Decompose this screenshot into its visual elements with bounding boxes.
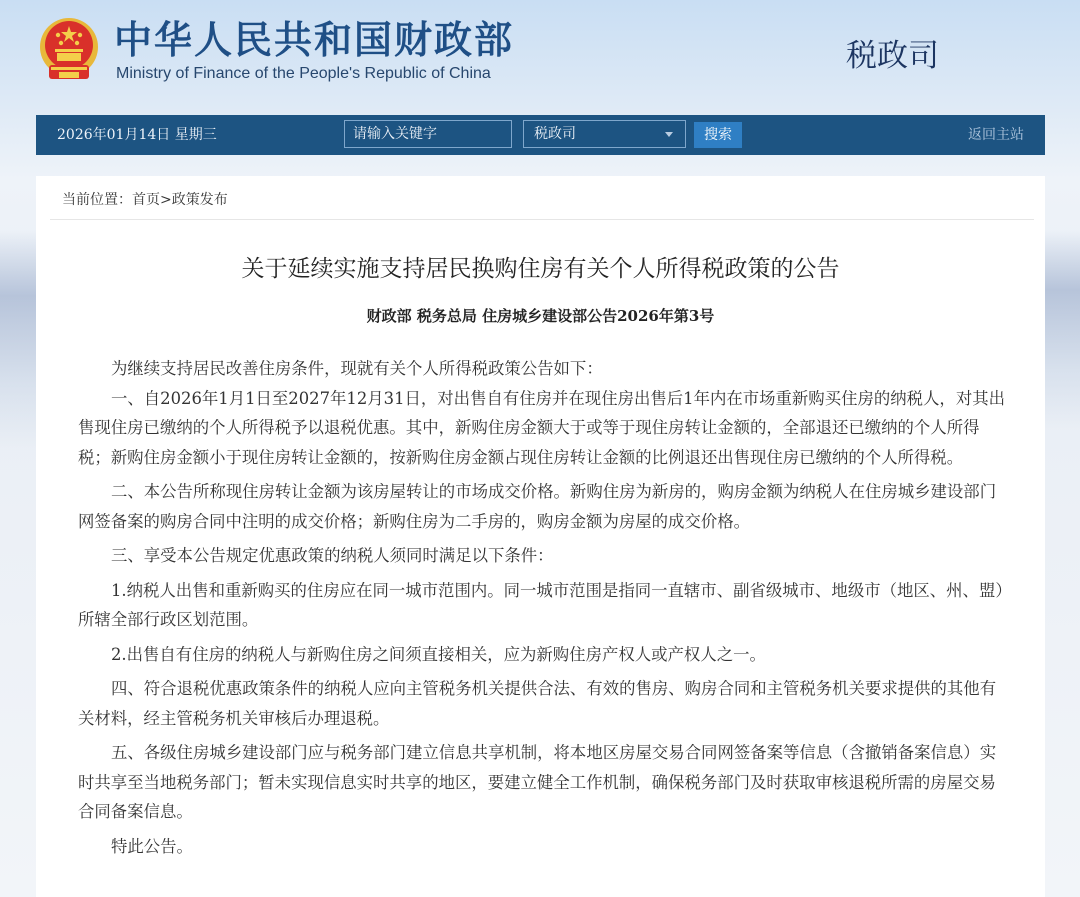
background-decoration [0, 230, 40, 450]
breadcrumb-separator: > [160, 192, 172, 208]
site-name-en[interactable]: Ministry of Finance of the People's Republic of China [116, 65, 491, 82]
national-emblem-icon[interactable] [37, 17, 101, 85]
paragraph: 三、享受本公告规定优惠政策的纳税人须同时满足以下条件： [111, 546, 554, 565]
background-decoration [1044, 230, 1080, 430]
site-name-cn[interactable]: 中华人民共和国财政部 [114, 18, 515, 62]
paragraph: 1.纳税人出售和重新购买的住房应在同一城市范围内。同一城市范围是指同一直辖市、副省级城市、地级市（地区、州、盟）所辖全部行政区划范围。 [78, 580, 1004, 629]
return-home-link[interactable]: 返回主站 [968, 127, 1024, 143]
breadcrumb-home[interactable]: 首页 [132, 192, 160, 208]
article-body [78, 354, 1008, 861]
current-date: 2026年01月14日 星期三 [57, 127, 217, 143]
site-header [0, 0, 1080, 112]
paragraph: 特此公告。 [111, 836, 193, 856]
document-number: 财政部 税务总局 住房城乡建设部公告2026年第3号 [366, 307, 715, 325]
paragraph: 2.出售自有住房的纳税人与新购住房之间须直接相关，应为新购住房产权人或产权人之一。 [111, 644, 766, 664]
article-title: 关于延续实施支持居民换购住房有关个人所得税政策的公告 [241, 256, 840, 282]
chevron-down-icon [665, 132, 673, 137]
paragraph: 四、符合退税优惠政策条件的纳税人应向主管税务机关提供合法、有效的售房、购房合同和主管税务机关要求提供的其他有关材料，经主管税务机关审核后办理退税。 [78, 679, 997, 728]
breadcrumb-current[interactable]: 政策发布 [171, 192, 228, 208]
breadcrumb-prefix: 当前位置： [62, 192, 132, 208]
divider [50, 219, 1034, 220]
paragraph: 二、本公告所称现住房转让金额为该房屋转让的市场成交价格。新购住房为新房的，购房金额为纳税人在住房城乡建设部门网签备案的购房合同中注明的成交价格；新购住房为二手房的，购房金额为房屋的成交价格。 [78, 482, 997, 531]
search-input[interactable] [344, 120, 512, 148]
paragraph: 一、自2026年1月1日至2027年12月31日，对出售自有住房并在现住房出售后1年内在市场重新购买住房的纳税人，对其出售现住房已缴纳的个人所得税予以退税优惠。其中，新购住房金额大于或等于现住房转让金额的，全部退还已缴纳的个人所得税；新购住房金额小于现住房转让金额的，按新购住房金额占现住房转让金额的比例退还出售现住房已缴纳的个人所得税。 [78, 388, 1005, 467]
nav-bar [36, 115, 1045, 155]
paragraph: 为继续支持居民改善住房条件，现就有关个人所得税政策公告如下： [111, 359, 603, 378]
search-button[interactable]: 搜索 [694, 122, 742, 148]
breadcrumb [62, 191, 228, 209]
department-name: 税政司 [846, 38, 939, 74]
paragraph: 五、各级住房城乡建设部门应与税务部门建立信息共享机制，将本地区房屋交易合同网签备案等信息（含撤销备案信息）实时共享至当地税务部门；暂未实现信息实时共享的地区，要建立健全工作机制，确保税务部门及时获取审核退税所需的房屋交易合同备案信息。 [78, 743, 997, 821]
content-panel [36, 176, 1045, 897]
search-scope-select[interactable] [523, 120, 686, 148]
search-scope-value: 税政司 [534, 126, 576, 142]
